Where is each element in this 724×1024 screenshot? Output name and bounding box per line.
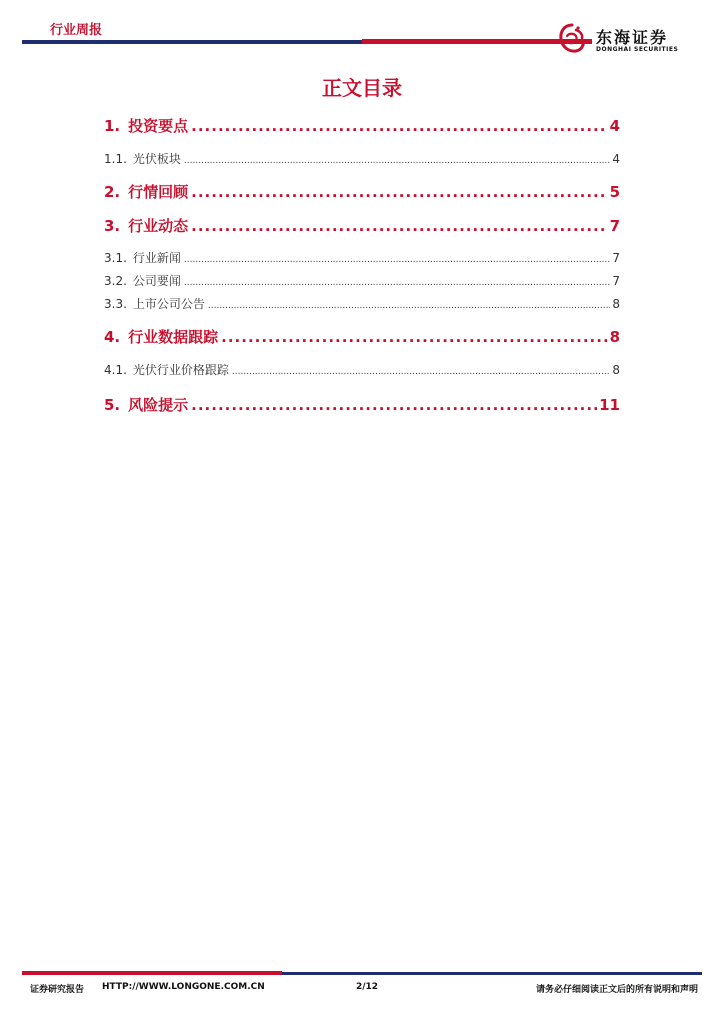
toc-entry-page: 5 [609,183,620,201]
toc-entry-page: 4 [609,117,620,135]
toc-entry-page: 4 [612,152,620,166]
toc-entry-number: 3. [104,217,121,235]
toc-entry-1[interactable] [104,115,620,136]
toc-entry-2[interactable] [104,181,620,202]
toc-entry-3-1[interactable] [104,249,620,266]
footer-url-link[interactable]: HTTP://WWW.LONGONE.COM.CN [102,982,265,992]
toc-entry-number: 4.1. [104,363,127,377]
toc-entry-page: 7 [612,274,620,288]
toc-entry-page: 8 [609,328,620,346]
toc-entry-page: 7 [609,217,620,235]
footer-divider [22,971,702,975]
toc-entry-label: 投资要点 [128,117,189,135]
toc-entry-page: 8 [612,297,620,311]
toc-title: 正文目录 [322,76,402,100]
toc-dot-leader [191,183,607,201]
toc-entry-1-1[interactable] [104,150,620,167]
toc-entry-number: 3.1. [104,251,127,265]
toc-entry-number: 3.3. [104,297,127,311]
toc-entry-4-1[interactable] [104,361,620,378]
toc-entry-label: 公司要闻 [132,274,181,288]
toc-dot-leader [191,396,597,414]
company-logo [556,22,706,58]
toc-entry-label: 行业新闻 [132,251,181,265]
toc-entry-5[interactable] [104,394,620,415]
toc-dot-leader [232,367,610,377]
toc-dot-leader [191,117,607,135]
toc-entry-label: 上市公司公告 [132,297,205,311]
footer-report-type: 证券研究报告 [30,985,85,995]
toc-entry-number: 4. [104,328,121,346]
toc-dot-leader [184,255,610,265]
toc-entry-number: 3.2. [104,274,127,288]
toc-entry-3[interactable] [104,215,620,236]
toc-entry-3-3[interactable] [104,295,620,312]
toc-entry-label: 行业数据跟踪 [128,328,219,346]
toc-dot-leader [184,278,610,288]
toc-dot-leader [184,156,610,166]
toc-entry-label: 风险提示 [128,396,189,414]
toc-entry-label: 光伏行业价格跟踪 [132,363,229,377]
toc-entry-number: 5. [104,396,121,414]
toc-entry-page: 11 [599,396,620,414]
footer-page-indicator: 2/12 [356,982,379,992]
toc-entry-4[interactable] [104,326,620,347]
toc-entry-number: 2. [104,183,121,201]
logo-chinese-name: 东海证券 [596,28,669,47]
header-divider-blue [22,40,362,44]
toc-entry-page: 7 [612,251,620,265]
dragon-logo-icon [556,22,588,58]
toc-entry-number: 1.1. [104,152,127,166]
toc-entry-page: 8 [612,363,620,377]
toc-dot-leader [208,301,610,311]
toc-dot-leader [221,328,607,346]
report-type-label: 行业周报 [50,23,103,38]
footer-disclaimer: 请务必仔细阅读正文后的所有说明和声明 [535,985,698,995]
logo-english-name: DONGHAI SECURITIES [596,46,679,53]
footer-divider-red [22,971,282,975]
toc-entry-label: 光伏板块 [132,152,181,166]
footer-divider-blue [282,972,702,975]
toc-entry-3-2[interactable] [104,272,620,289]
toc-entry-label: 行情回顾 [128,183,189,201]
toc-entry-label: 行业动态 [128,217,189,235]
toc-dot-leader [191,217,607,235]
toc-entry-number: 1. [104,117,121,135]
